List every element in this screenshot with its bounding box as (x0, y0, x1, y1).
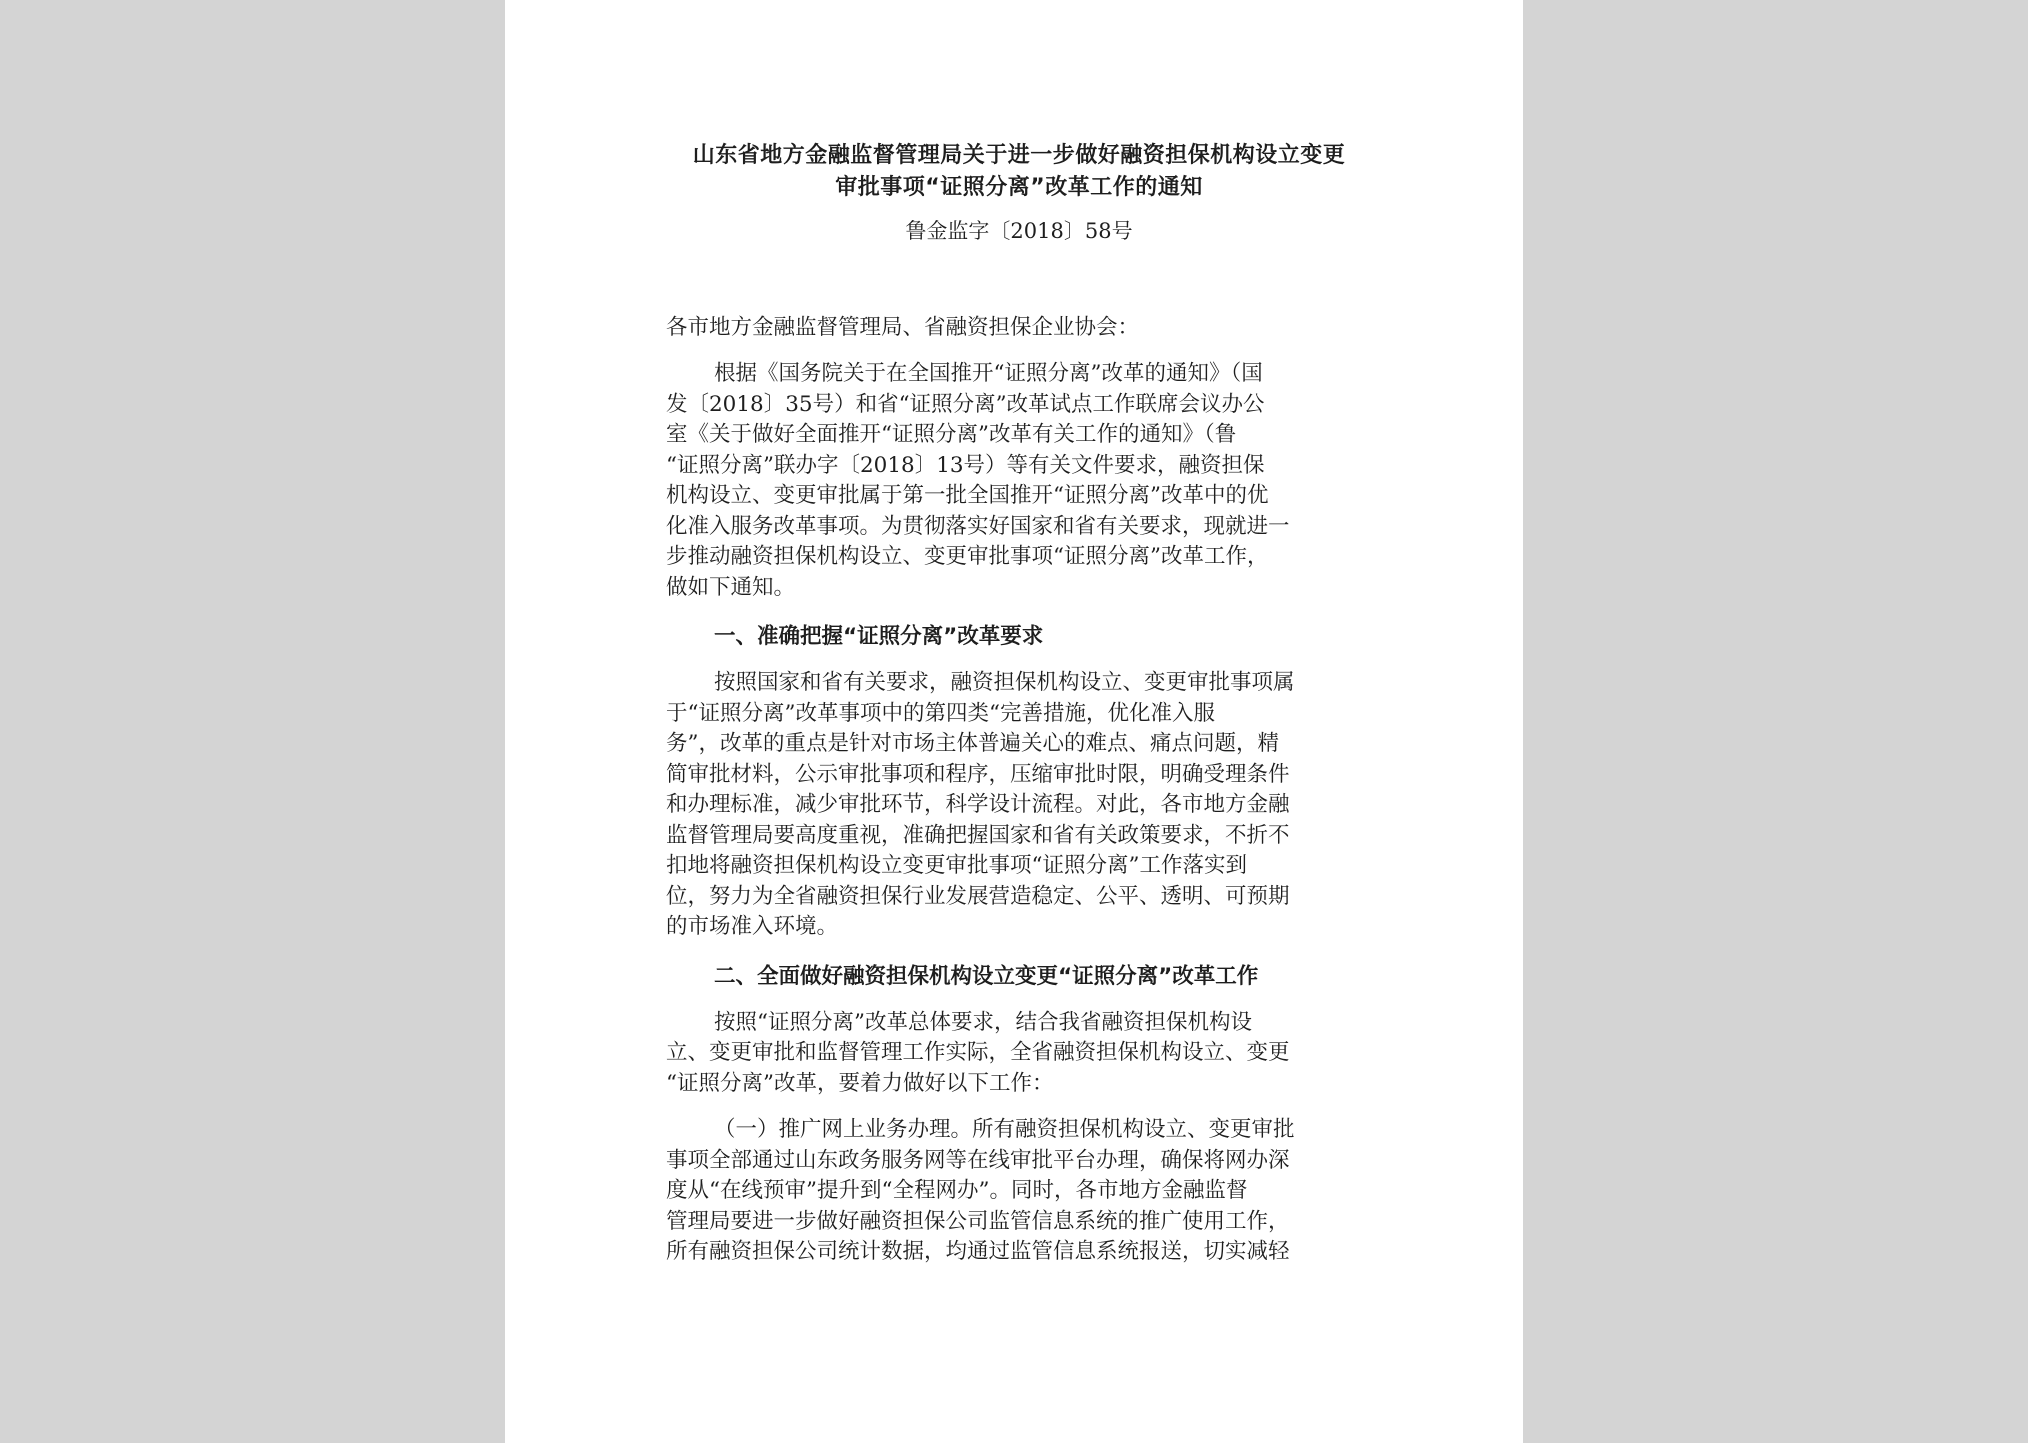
text-line: 简审批材料，公示审批事项和程序，压缩审批时限，明确受理条件 (666, 761, 1290, 787)
paragraph-section-2 (666, 1008, 1372, 1100)
title-line: 山东省地方金融监督管理局关于进一步做好融资担保机构设立变更 (692, 143, 1346, 168)
text-line: 按照“证照分离”改革总体要求，结合我省融资担保机构设 (714, 1009, 1252, 1035)
section-heading-1: 一、准确把握“证照分离”改革要求 (714, 624, 1044, 649)
text-line: 做如下通知。 (666, 574, 796, 600)
salutation: 各市地方金融监督管理局、省融资担保企业协会： (666, 315, 1140, 340)
text-line: 监督管理局要高度重视，准确把握国家和省有关政策要求，不折不 (666, 822, 1290, 848)
title-line: 审批事项“证照分离”改革工作的通知 (835, 175, 1203, 200)
text-line: 和办理标准，减少审批环节，科学设计流程。对此，各市地方金融 (666, 792, 1290, 817)
document-number: 鲁金监字〔2018〕58号 (905, 219, 1133, 243)
text-line: 所有融资担保公司统计数据，均通过监管信息系统报送，切实减轻 (666, 1239, 1290, 1264)
text-line: “证照分离”联办字〔2018〕13号）等有关文件要求，融资担保 (666, 452, 1265, 478)
paragraph-item-1 (666, 1115, 1372, 1268)
text-line: 度从“在线预审”提升到“全程网办”。同时，各市地方金融监督 (666, 1178, 1248, 1203)
text-line: 步推动融资担保机构设立、变更审批事项“证照分离”改革工作， (666, 544, 1269, 569)
text-line: 务”，改革的重点是针对市场主体普遍关心的难点、痛点问题，精 (666, 731, 1279, 756)
paragraph-section-1 (666, 668, 1372, 943)
text-line: 扣地将融资担保机构设立变更审批事项“证照分离”工作落实到 (666, 853, 1247, 878)
text-line: （一）推广网上业务办理。所有融资担保机构设立、变更审批 (714, 1117, 1295, 1142)
text-line: 按照国家和省有关要求，融资担保机构设立、变更审批事项属 (714, 670, 1295, 695)
text-line: 化准入服务改革事项。为贯彻落实好国家和省有关要求，现就进一 (666, 513, 1290, 539)
section-heading-2: 二、全面做好融资担保机构设立变更“证照分离”改革工作 (714, 963, 1259, 989)
text-line: “证照分离”改革，要着力做好以下工作： (666, 1070, 1054, 1096)
document-title (666, 140, 1372, 204)
document-body (666, 140, 1372, 1268)
text-line: 位，努力为全省融资担保行业发展营造稳定、公平、透明、可预期 (666, 883, 1290, 909)
text-line: 发〔2018〕35号）和省“证照分离”改革试点工作联席会议办公 (666, 391, 1265, 417)
text-line: 根据《国务院关于在全国推开“证照分离”改革的通知》（国 (714, 361, 1263, 386)
text-line: 的市场准入环境。 (666, 914, 839, 939)
text-line: 机构设立、变更审批属于第一批全国推开“证照分离”改革中的优 (666, 483, 1269, 508)
text-line: 事项全部通过山东政务服务网等在线审批平台办理，确保将网办深 (666, 1147, 1290, 1173)
paragraph-intro (666, 359, 1372, 603)
text-line: 管理局要进一步做好融资担保公司监管信息系统的推广使用工作， (666, 1208, 1290, 1234)
text-line: 立、变更审批和监督管理工作实际，全省融资担保机构设立、变更 (666, 1040, 1290, 1065)
text-line: 于“证照分离”改革事项中的第四类“完善措施，优化准入服 (666, 700, 1215, 726)
text-line: 室《关于做好全面推开“证照分离”改革有关工作的通知》（鲁 (666, 422, 1237, 447)
document-page (505, 0, 1523, 1443)
